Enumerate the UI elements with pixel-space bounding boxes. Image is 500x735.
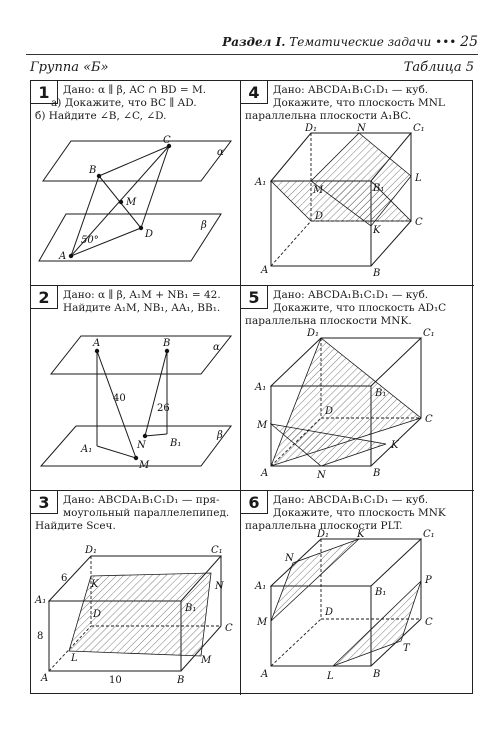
label-alpha: α	[213, 342, 220, 353]
label-C1: C₁	[423, 529, 435, 540]
label-N: N	[317, 470, 326, 481]
problem-line: Дано: ABCDA₁B₁C₁D₁ — куб.	[273, 84, 429, 96]
problem-number: 1	[31, 81, 58, 104]
label-K: K	[357, 529, 365, 540]
label-B1: B₁	[170, 438, 182, 449]
table-label: Таблица 5	[403, 60, 474, 75]
label-angle: 50°	[81, 235, 99, 246]
label-K: K	[391, 440, 399, 451]
label-D: D	[93, 609, 102, 620]
figure-5	[241, 286, 474, 491]
problem-line: Докажите, что плоскость MNK	[273, 507, 446, 519]
label-M: M	[201, 655, 212, 666]
label-C: C	[415, 217, 423, 228]
figure-3	[31, 491, 241, 695]
label-B: B	[373, 468, 381, 479]
label-M: M	[313, 185, 324, 196]
label-B1: B₁	[375, 587, 387, 598]
problem-line: Дано: α ∥ β, A₁M + NB₁ = 42.	[63, 289, 221, 301]
problem-cell-5	[241, 286, 474, 491]
label-A1: A₁	[255, 382, 267, 393]
label-M: M	[257, 420, 268, 431]
label-A1: A₁	[35, 595, 47, 606]
label-A: A	[93, 338, 101, 349]
label-B: B	[177, 675, 185, 686]
plane-alpha	[43, 141, 231, 181]
label-D: D	[145, 229, 154, 240]
label-A: A	[261, 468, 269, 479]
label-beta: β	[217, 430, 223, 441]
problem-line: Найдите A₁M, NB₁, AA₁, BB₁.	[63, 302, 221, 314]
label-P: P	[425, 575, 432, 586]
problem-cell-1	[31, 81, 241, 286]
label-10: 10	[109, 675, 122, 686]
label-40: 40	[113, 393, 126, 404]
label-B: B	[373, 669, 381, 680]
label-6: 6	[61, 573, 68, 584]
problem-line: Дано: ABCDA₁B₁C₁D₁ — куб.	[273, 494, 429, 506]
problem-line: параллельна плоскости A₁BC.	[245, 110, 412, 122]
label-N: N	[357, 123, 366, 134]
label-C: C	[425, 414, 433, 425]
label-N: N	[215, 581, 224, 592]
figure-2	[31, 286, 241, 491]
problem-cell-2	[31, 286, 241, 491]
figure-6	[241, 491, 474, 695]
label-B1: B₁	[375, 388, 387, 399]
label-26: 26	[157, 403, 170, 414]
label-D1: D₁	[85, 545, 98, 556]
problem-line: Дано: α ∥ β, AC ∩ BD = M.	[63, 84, 207, 96]
problem-cell-4	[241, 81, 474, 286]
label-N: N	[285, 553, 294, 564]
problem-cell-3	[31, 491, 241, 695]
problem-line: моугольный параллелепипед.	[63, 507, 230, 519]
page-header	[26, 30, 478, 55]
problem-line: а) Докажите, что BC ∥ AD.	[51, 97, 197, 109]
label-B: B	[373, 268, 381, 279]
label-A: A	[261, 669, 269, 680]
figure-4	[241, 81, 474, 286]
header-section: Раздел I.	[222, 35, 286, 49]
problem-line: Дано: ABCDA₁B₁C₁D₁ — пря-	[63, 494, 220, 506]
problem-table	[30, 80, 473, 694]
problem-line: б) Найдите ∠B, ∠C, ∠D.	[35, 110, 167, 122]
label-B: B	[89, 165, 97, 176]
problem-number: 5	[241, 286, 268, 309]
label-M: M	[139, 460, 150, 471]
label-A1: A₁	[255, 581, 267, 592]
problem-cell-6	[241, 491, 474, 695]
label-K: K	[373, 225, 381, 236]
label-L: L	[415, 173, 422, 184]
header-arrows-icon: •••	[435, 35, 457, 49]
label-M: M	[257, 617, 268, 628]
label-8: 8	[37, 631, 44, 642]
header-text	[222, 34, 478, 50]
problem-number: 3	[31, 491, 58, 514]
page-number: 25	[460, 34, 478, 50]
label-C1: C₁	[423, 328, 435, 339]
problem-number: 4	[241, 81, 268, 104]
problem-line: Дано: ABCDA₁B₁C₁D₁ — куб.	[273, 289, 429, 301]
section-plane	[271, 539, 359, 621]
label-A1: A₁	[81, 444, 93, 455]
label-B1: B₁	[373, 183, 385, 194]
label-A1: A₁	[255, 177, 267, 188]
label-D1: D₁	[317, 529, 330, 540]
figure-1	[31, 81, 241, 286]
problem-line: Докажите, что плоскость MNL	[273, 97, 445, 109]
problem-number: 6	[241, 491, 268, 514]
problem-line: Найдите Sсеч.	[35, 520, 116, 532]
label-D1: D₁	[307, 328, 320, 339]
label-M: M	[126, 197, 137, 208]
label-D: D	[325, 406, 334, 417]
group-label: Группа «Б»	[30, 60, 109, 75]
label-C: C	[225, 623, 233, 634]
label-A: A	[261, 265, 269, 276]
label-L: L	[327, 671, 334, 682]
label-L: L	[71, 653, 78, 664]
label-A: A	[59, 251, 67, 262]
label-C1: C₁	[413, 123, 425, 134]
plane-beta	[39, 214, 221, 261]
label-A: A	[41, 673, 49, 684]
header-title: Тематические задачи	[289, 35, 432, 49]
label-N: N	[137, 440, 146, 451]
label-C: C	[425, 617, 433, 628]
label-D1: D₁	[305, 123, 318, 134]
plane-alpha	[51, 336, 231, 374]
label-D: D	[315, 211, 324, 222]
label-alpha: α	[217, 147, 224, 158]
label-B1: B₁	[185, 603, 197, 614]
problem-line: параллельна плоскости MNK.	[245, 315, 412, 327]
label-D: D	[325, 607, 334, 618]
label-T: T	[403, 643, 410, 654]
label-C: C	[163, 135, 171, 146]
label-B: B	[163, 338, 171, 349]
problem-line: параллельна плоскости PLT.	[245, 520, 403, 532]
label-beta: β	[201, 220, 207, 231]
problem-line: Докажите, что плоскость AD₁C	[273, 302, 447, 314]
problem-number: 2	[31, 286, 58, 309]
label-C1: C₁	[211, 545, 223, 556]
label-K: K	[91, 579, 99, 590]
